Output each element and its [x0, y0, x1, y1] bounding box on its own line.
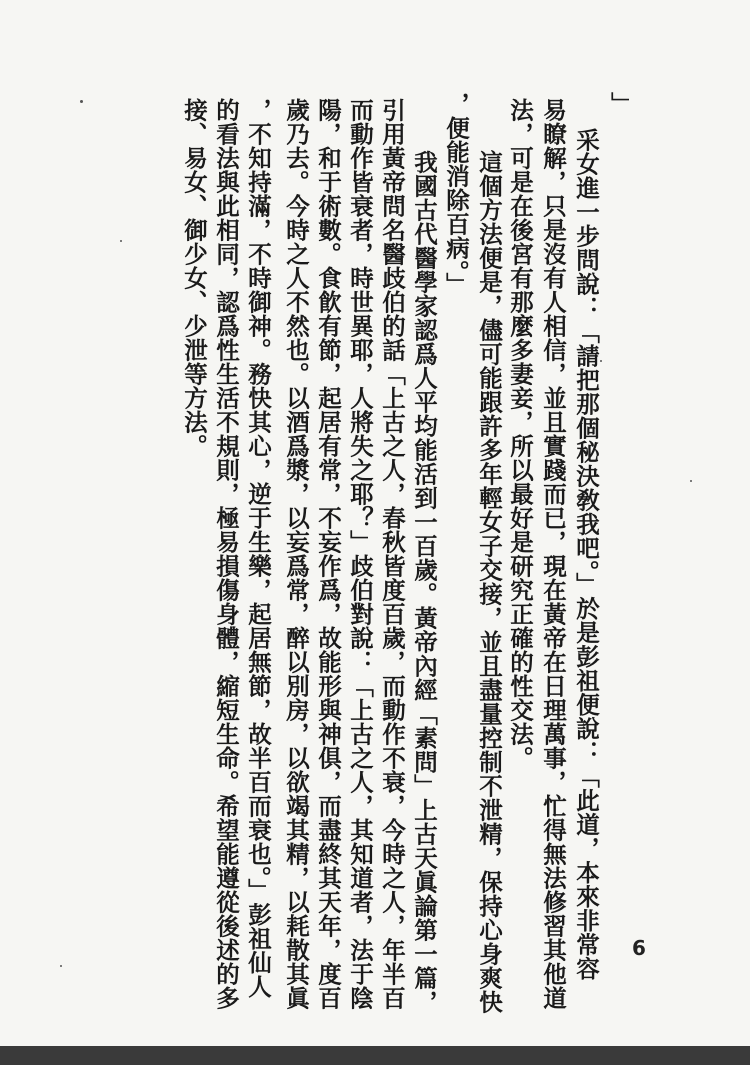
text-column-1: 」: [607, 92, 635, 116]
scan-bottom-edge: [0, 1046, 750, 1065]
scan-speck: [600, 360, 602, 362]
scan-speck: [60, 965, 62, 967]
text-column-9: 而動作皆衰者，時世異耶，人將失之耶？」歧伯對說：「上古之人，其知道者，法于陰: [346, 98, 374, 1010]
scan-speck: [120, 240, 122, 242]
text-column-2: 采女進一步問說：「請把那個秘決敎我吧。」於是彭祖便說：「此道，本來非常容: [572, 128, 600, 981]
page-number: 6: [632, 936, 646, 960]
text-column-5: 這個方法便是，儘可能跟許多年輕女子交接，並且盡量控制不泄精，保持心身爽快: [475, 150, 503, 1014]
text-column-7: 我國古代醫學家認爲人平均能活到一百歲。黃帝內經「素問」上古天眞論第一篇，: [410, 150, 438, 1014]
scan-speck: [690, 480, 692, 482]
text-column-11: 歲乃去。今時之人不然也。以酒爲漿，以妄爲常，醉以別房，以欲竭其精，以耗散其眞: [282, 98, 310, 1010]
text-column-12: ，不知持滿，不時御神。務快其心，逆于生樂，起居無節，故半百而衰也。」彭祖仙人: [244, 98, 272, 999]
text-column-14: 接、易女、御少女、少泄等方法。: [180, 98, 208, 458]
text-column-3: 易瞭解，只是沒有人相信，並且實踐而已，現在黃帝在日理萬事，忙得無法修習其他道: [539, 98, 567, 1010]
text-column-8: 引用黃帝問名醫歧伯的話「上古之人，春秋皆度百歲，而動作不衰，今時之人，年半百: [378, 98, 406, 1010]
text-column-13: 的看法與此相同，認爲性生活不規則，極易損傷身體，縮短生命。希望能遵從後述的多: [212, 98, 240, 1010]
scan-speck: [80, 100, 83, 103]
text-column-10: 陽，和于術數。食飮有節，起居有常，不妄作爲，故能形與神俱，而盡終其天年，度百: [314, 98, 342, 1010]
text-column-4: 法，可是在後宮有那麼多妻妾，所以最好是研究正確的性交法。: [506, 98, 534, 770]
text-column-6: ，便能消除百病。」: [442, 92, 470, 297]
